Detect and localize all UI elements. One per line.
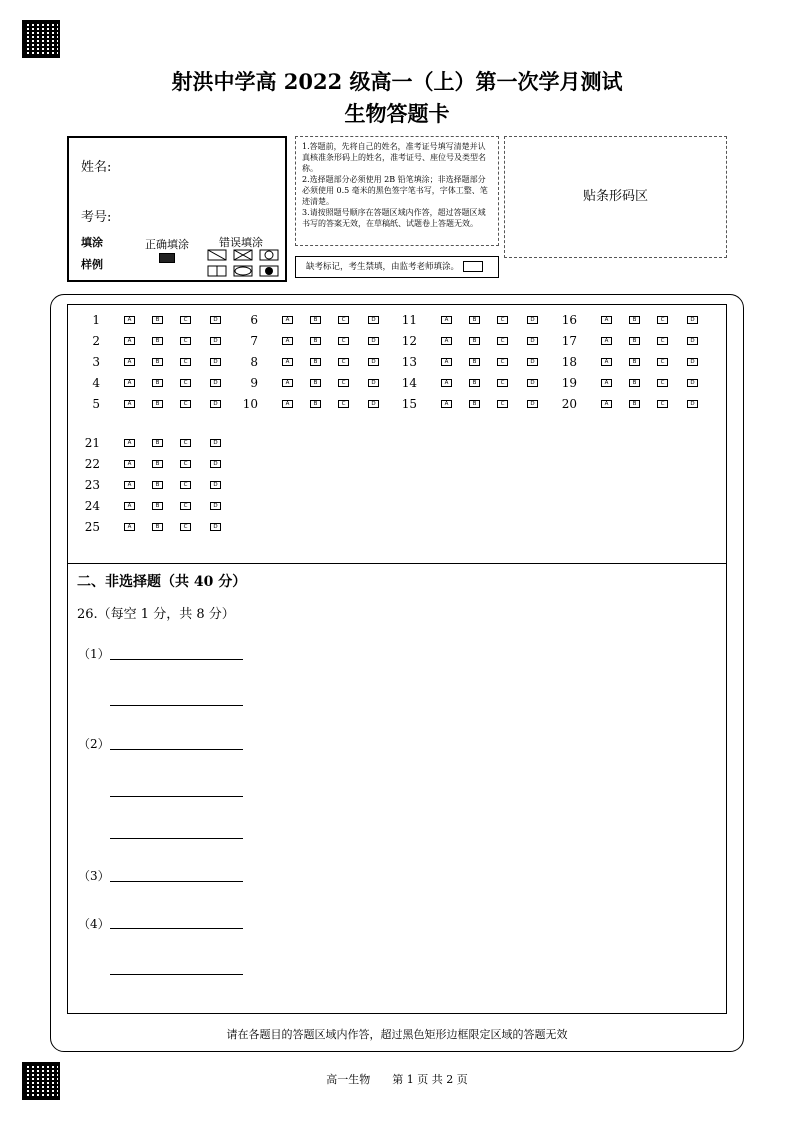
answer-bubble-b[interactable]: B [310, 316, 321, 324]
answer-bubble-d[interactable]: D [527, 379, 538, 387]
answer-bubble-b[interactable]: B [152, 439, 163, 447]
question-number: 5 [92, 397, 100, 411]
question-26-header: 26.（每空 1 分，共 8 分） [77, 607, 235, 622]
fill-sample-label-2: 样例 [81, 258, 103, 271]
answer-bubble-d[interactable]: D [368, 337, 379, 345]
question-number: 10 [242, 397, 258, 411]
instruction-item: 2.选择题部分必须使用 2B 铅笔填涂；非选择题部分必须使用 0.5 毫米的黑色签字笔书写，字体工整、笔迹清楚。 [302, 175, 488, 206]
question-number: 9 [250, 376, 258, 390]
wrong-fill-samples [207, 248, 287, 280]
answer-bubble-d[interactable]: D [210, 481, 221, 489]
question-number: 22 [84, 457, 100, 471]
answer-line-3-1[interactable] [110, 881, 243, 882]
question-number: 24 [84, 499, 100, 513]
answer-bubble-b[interactable]: B [629, 379, 640, 387]
answer-bubble-a[interactable]: A [282, 400, 293, 408]
answer-bubble-c[interactable]: C [497, 316, 508, 324]
answer-bubble-c[interactable]: C [180, 316, 191, 324]
question-number: 23 [84, 478, 100, 492]
answer-bubble-d[interactable]: D [210, 460, 221, 468]
answer-bubble-c[interactable]: C [338, 337, 349, 345]
answer-bubble-a[interactable]: A [282, 358, 293, 366]
answer-bubble-d[interactable]: D [210, 379, 221, 387]
answer-bubble-a[interactable]: A [441, 316, 452, 324]
question-number: 11 [401, 313, 417, 327]
answer-bubble-b[interactable]: B [629, 337, 640, 345]
page-subtitle: 生物答题卡 [344, 101, 450, 126]
answer-bubble-c[interactable]: C [657, 316, 668, 324]
absent-mark-text: 缺考标记，考生禁填，由监考老师填涂。 [306, 262, 460, 272]
answer-bubble-b[interactable]: B [629, 316, 640, 324]
answer-bubble-c[interactable]: C [497, 337, 508, 345]
answer-bubble-c[interactable]: C [180, 358, 191, 366]
answer-bubble-a[interactable]: A [601, 400, 612, 408]
student-info-box [67, 136, 287, 282]
answer-bubble-a[interactable]: A [601, 358, 612, 366]
answer-bubble-c[interactable]: C [657, 337, 668, 345]
answer-bubble-a[interactable]: A [441, 337, 452, 345]
answer-bubble-d[interactable]: D [527, 400, 538, 408]
answer-bubble-c[interactable]: C [180, 439, 191, 447]
qr-code-top [22, 20, 60, 58]
section2-title: 二、非选择题（共 40 分） [77, 574, 247, 590]
wrong-fill-label: 错误填涂 [219, 236, 263, 249]
answer-bubble-b[interactable]: B [152, 316, 163, 324]
answer-line-4-1[interactable] [110, 928, 243, 929]
answer-bubble-d[interactable]: D [687, 316, 698, 324]
question-number: 20 [561, 397, 577, 411]
answer-bubble-a[interactable]: A [124, 358, 135, 366]
question-number: 19 [561, 376, 577, 390]
answer-line-2-1[interactable] [110, 749, 243, 750]
answer-bubble-a[interactable]: A [124, 502, 135, 510]
question-number: 1 [92, 313, 100, 327]
page-title: 射洪中学高 2022 级高一（上）第一次学月测试 [171, 69, 623, 94]
exam-number-label: 考号: [81, 210, 112, 225]
answer-bubble-a[interactable]: A [601, 379, 612, 387]
barcode-area [504, 136, 727, 258]
answer-bubble-a[interactable]: A [601, 316, 612, 324]
answer-bubble-c[interactable]: C [497, 379, 508, 387]
absent-mark-box [295, 256, 499, 278]
answer-line-1-1[interactable] [110, 659, 243, 660]
answer-bubble-b[interactable]: B [469, 379, 480, 387]
instruction-item: 3.请按照题号顺序在答题区域内作答，超过答题区域书写的答案无效，在草稿纸、试题卷上答题无效。 [302, 208, 486, 228]
answer-bubble-a[interactable]: A [441, 400, 452, 408]
answer-bubble-d[interactable]: D [210, 316, 221, 324]
answer-bubble-d[interactable]: D [210, 439, 221, 447]
answer-bubble-d[interactable]: D [527, 316, 538, 324]
answer-bubble-a[interactable]: A [124, 460, 135, 468]
part-1-label: （1） [78, 647, 110, 661]
section-divider [67, 563, 727, 564]
name-label: 姓名: [81, 160, 112, 175]
answer-bubble-d[interactable]: D [210, 502, 221, 510]
question-number: 14 [401, 376, 417, 390]
answer-bubble-b[interactable]: B [152, 358, 163, 366]
answer-bubble-c[interactable]: C [180, 400, 191, 408]
answer-bubble-c[interactable]: C [180, 379, 191, 387]
question-number: 4 [92, 376, 100, 390]
instructions-box [295, 136, 499, 246]
answer-bubble-b[interactable]: B [310, 400, 321, 408]
answer-bubble-d[interactable]: D [210, 523, 221, 531]
answer-bubble-a[interactable]: A [124, 523, 135, 531]
question-number: 12 [401, 334, 417, 348]
answer-bubble-b[interactable]: B [152, 379, 163, 387]
answer-bubble-c[interactable]: C [180, 460, 191, 468]
correct-fill-sample [159, 253, 175, 263]
answer-line-2-3[interactable] [110, 838, 243, 839]
answer-bubble-a[interactable]: A [441, 379, 452, 387]
answer-line-4-2[interactable] [110, 974, 243, 975]
answer-bubble-d[interactable]: D [210, 358, 221, 366]
answer-bubble-c[interactable]: C [180, 523, 191, 531]
answer-line-2-2[interactable] [110, 796, 243, 797]
answer-bubble-d[interactable]: D [210, 337, 221, 345]
answer-bubble-a[interactable]: A [124, 481, 135, 489]
fill-sample-label-1: 填涂 [81, 236, 103, 249]
answer-bubble-a[interactable]: A [124, 379, 135, 387]
question-number: 16 [561, 313, 577, 327]
answer-bubble-d[interactable]: D [687, 358, 698, 366]
correct-fill-label: 正确填涂 [145, 238, 189, 251]
answer-bubble-b[interactable]: B [469, 337, 480, 345]
absent-mark-checkbox[interactable] [463, 261, 483, 272]
answer-line-1-2[interactable] [110, 705, 243, 706]
answer-bubble-b[interactable]: B [469, 316, 480, 324]
question-number: 2 [92, 334, 100, 348]
answer-bubble-c[interactable]: C [180, 481, 191, 489]
answer-bubble-c[interactable]: C [338, 316, 349, 324]
question-number: 25 [84, 520, 100, 534]
answer-bubble-c[interactable]: C [657, 400, 668, 408]
answer-bubble-d[interactable]: D [368, 358, 379, 366]
answer-area-note: 请在各题目的答题区域内作答，超过黑色矩形边框限定区域的答题无效 [226, 1028, 568, 1041]
answer-bubble-a[interactable]: A [124, 400, 135, 408]
answer-bubble-b[interactable]: B [469, 358, 480, 366]
question-number: 6 [250, 313, 258, 327]
answer-bubble-b[interactable]: B [152, 502, 163, 510]
answer-bubble-b[interactable]: B [152, 400, 163, 408]
answer-bubble-a[interactable]: A [282, 379, 293, 387]
answer-bubble-d[interactable]: D [368, 400, 379, 408]
answer-bubble-b[interactable]: B [152, 481, 163, 489]
answer-bubble-d[interactable]: D [368, 379, 379, 387]
question-number: 18 [561, 355, 577, 369]
question-number: 7 [250, 334, 258, 348]
barcode-label: 贴条形码区 [582, 189, 648, 204]
answer-bubble-c[interactable]: C [180, 502, 191, 510]
answer-bubble-c[interactable]: C [338, 358, 349, 366]
answer-bubble-b[interactable]: B [310, 358, 321, 366]
answer-bubble-c[interactable]: C [497, 358, 508, 366]
instruction-item: 1.答题前，先将自己的姓名，准考证号填写清楚并认真核准条形码上的姓名，准考证号、座位号及类型名称。 [302, 142, 486, 173]
answer-bubble-c[interactable]: C [497, 400, 508, 408]
answer-bubble-a[interactable]: A [124, 316, 135, 324]
question-number: 3 [92, 355, 100, 369]
answer-bubble-b[interactable]: B [629, 358, 640, 366]
answer-bubble-d[interactable]: D [210, 400, 221, 408]
part-3-label: （3） [78, 869, 110, 883]
page-footer: 高一生物 第 1 页 共 2 页 [326, 1073, 468, 1086]
answer-bubble-b[interactable]: B [310, 379, 321, 387]
answer-bubble-a[interactable]: A [282, 337, 293, 345]
answer-bubble-b[interactable]: B [152, 460, 163, 468]
answer-bubble-d[interactable]: D [687, 400, 698, 408]
answer-bubble-a[interactable]: A [124, 337, 135, 345]
answer-bubble-c[interactable]: C [180, 337, 191, 345]
answer-bubble-b[interactable]: B [310, 337, 321, 345]
answer-bubble-a[interactable]: A [601, 337, 612, 345]
answer-bubble-a[interactable]: A [282, 316, 293, 324]
part-4-label: （4） [78, 917, 110, 931]
question-number: 13 [401, 355, 417, 369]
answer-bubble-b[interactable]: B [152, 523, 163, 531]
question-number: 15 [401, 397, 417, 411]
answer-bubble-d[interactable]: D [527, 337, 538, 345]
answer-bubble-c[interactable]: C [338, 400, 349, 408]
answer-bubble-d[interactable]: D [687, 379, 698, 387]
answer-bubble-a[interactable]: A [441, 358, 452, 366]
answer-bubble-d[interactable]: D [687, 337, 698, 345]
answer-bubble-c[interactable]: C [657, 358, 668, 366]
question-number: 8 [250, 355, 258, 369]
answer-bubble-c[interactable]: C [338, 379, 349, 387]
part-2-label: （2） [78, 737, 110, 751]
answer-bubble-d[interactable]: D [527, 358, 538, 366]
answer-bubble-b[interactable]: B [152, 337, 163, 345]
answer-bubble-b[interactable]: B [629, 400, 640, 408]
question-number: 17 [561, 334, 577, 348]
question-number: 21 [84, 436, 100, 450]
answer-bubble-a[interactable]: A [124, 439, 135, 447]
answer-bubble-d[interactable]: D [368, 316, 379, 324]
answer-bubble-b[interactable]: B [469, 400, 480, 408]
answer-bubble-c[interactable]: C [657, 379, 668, 387]
